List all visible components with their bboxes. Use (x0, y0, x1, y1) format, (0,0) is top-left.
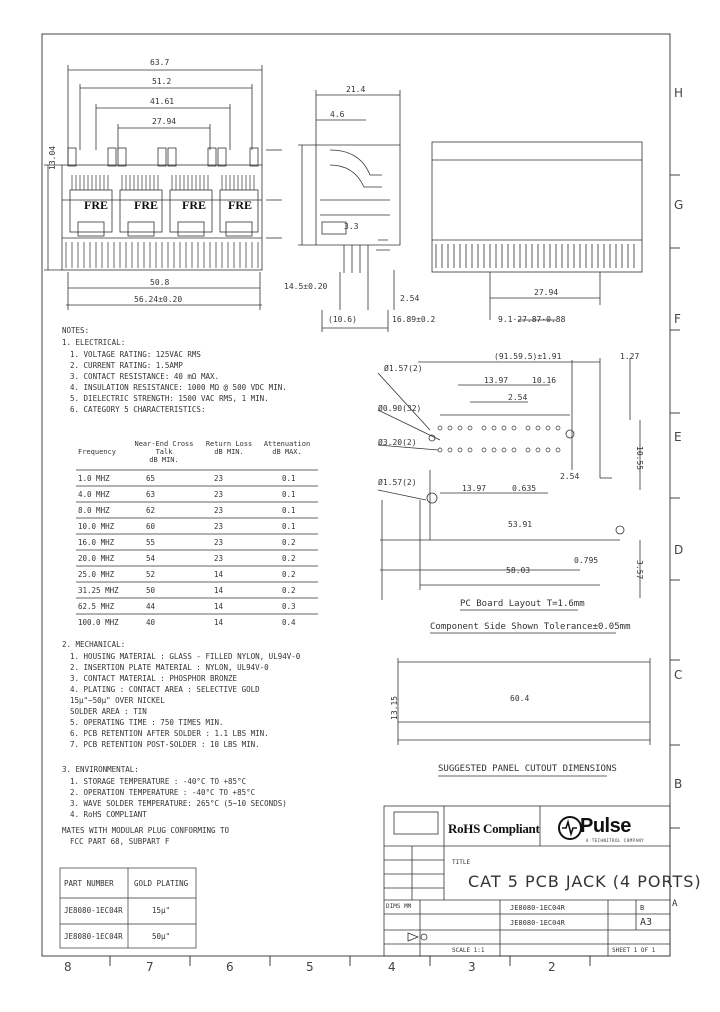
part-table-header: PART NUMBER (64, 879, 114, 888)
frequency-cell: 10.0 MHZ (78, 522, 115, 531)
cat5-value-cell: 0.1 (282, 490, 296, 499)
revision-letter: B (640, 904, 645, 912)
cat5-value-cell: 0.2 (282, 554, 296, 563)
pcb-dim: Ø3.20(2) (378, 438, 417, 447)
zone-letter: H (674, 86, 684, 100)
cat5-value-cell: 44 (146, 602, 156, 611)
drawing-title: CAT 5 PCB JACK (4 PORTS) (468, 872, 702, 891)
electrical-item: 5. DIELECTRIC STRENGTH: 1500 VAC RMS, 1 MIN. (70, 394, 269, 403)
notes-title: NOTES: (62, 326, 90, 335)
part-number-cell: JE8080-1EC04R (64, 932, 123, 941)
electrical-item: 6. CATEGORY 5 CHARACTERISTICS: (70, 405, 206, 414)
cat5-header: Return Loss dB MIN. (205, 440, 253, 456)
cat5-value-cell: 50 (146, 586, 156, 595)
plating-cell: 15μ" (152, 906, 171, 915)
mechanical-item: 7. PCB RETENTION POST-SOLDER : 10 LBS MIN. (70, 740, 260, 749)
cat5-header: Near-End Cross Talk dB MIN. (134, 440, 194, 464)
dim-side-inner: 4.6 (330, 110, 345, 119)
electrical-item: 3. CONTACT RESISTANCE: 40 mΩ MAX. (70, 372, 220, 381)
zone-letter: B (674, 777, 683, 791)
dim-bottom-view-width: 27.94 (534, 288, 559, 297)
zone-number: 3 (468, 960, 476, 974)
environmental-item: 4. RoHS COMPLIANT (70, 810, 147, 819)
dim-overall-width: 63.7 (150, 58, 170, 67)
pcb-dim: Ø1.57(2) (378, 478, 417, 487)
pcb-dim: 0.635 (512, 484, 537, 493)
frequency-cell: 62.5 MHZ (78, 602, 115, 611)
dim-hole-dia: 3.3 (344, 222, 359, 231)
mates-note: MATES WITH MODULAR PLUG CONFORMING TO (62, 826, 230, 835)
frequency-cell: 20.0 MHZ (78, 554, 115, 563)
cat5-value-cell: 14 (214, 618, 224, 627)
sheet-count: SHEET 1 OF 1 (612, 947, 656, 954)
dim-a: (10.6) (328, 315, 357, 324)
cat5-value-cell: 0.3 (282, 602, 296, 611)
pcb-dim: 53.91 (508, 520, 533, 529)
dim-offset: 2.54 (400, 294, 420, 303)
dim-width3: 41.61 (150, 97, 175, 106)
cat5-value-cell: 0.4 (282, 618, 296, 627)
brand-name: Pulse (580, 815, 631, 837)
title-label: TITLE (452, 859, 471, 866)
revision: A (672, 899, 678, 909)
cat5-value-cell: 0.2 (282, 586, 296, 595)
mechanical-title: 2. MECHANICAL: (62, 640, 126, 649)
pcb-caption: PC Board Layout T=1.6mm (460, 599, 585, 609)
mechanical-item: 3. CONTACT MATERIAL : PHOSPHOR BRONZE (70, 674, 238, 683)
part-number-cell: JE8080-1EC04R (64, 906, 123, 915)
cat5-value-cell: 0.1 (282, 522, 296, 531)
scale: SCALE 1:1 (452, 947, 485, 954)
pcb-caption: Component Side Shown Tolerance±0.05mm (430, 622, 631, 632)
zone-number: 4 (388, 960, 396, 974)
dim-b: 16.89±0.2 (392, 315, 436, 324)
pcb-dim: (91.59.5)±1.91 (494, 352, 562, 361)
pcb-dim: 2.54 (508, 393, 528, 402)
panel-caption: SUGGESTED PANEL CUTOUT DIMENSIONS (438, 764, 617, 774)
zone-number: 7 (146, 960, 154, 974)
pcb-dim: 1.27 (620, 352, 640, 361)
pcb-dim: 58.03 (506, 566, 531, 575)
port-label: FRE (182, 198, 206, 212)
cat5-value-cell: 55 (146, 538, 156, 547)
mechanical-item: 1. HOUSING MATERIAL : GLASS - FILLED NYLON, UL94V-0 (70, 652, 301, 661)
cat5-value-cell: 0.1 (282, 506, 296, 515)
electrical-item: 4. INSULATION RESISTANCE: 1000 MΩ @ 500 VDC MIN. (70, 383, 287, 392)
pcb-dim: 10.16 (532, 376, 557, 385)
cat5-value-cell: 62 (146, 506, 156, 515)
port-label: FRE (134, 198, 158, 212)
frequency-cell: 16.0 MHZ (78, 538, 115, 547)
cat5-value-cell: 40 (146, 618, 156, 627)
cat5-header: Attenuation dB MAX. (263, 440, 311, 456)
cat5-value-cell: 0.2 (282, 538, 296, 547)
cat5-value-cell: 14 (214, 570, 224, 579)
pcb-dim: 10.55 (635, 446, 644, 471)
cat5-value-cell: 23 (214, 554, 224, 563)
mechanical-item: 5. OPERATING TIME : 750 TIMES MIN. (70, 718, 224, 727)
frequency-cell: 31.25 MHZ (78, 586, 119, 595)
cat5-value-cell: 23 (214, 474, 224, 483)
cat5-value-cell: 65 (146, 474, 156, 483)
cat5-value-cell: 52 (146, 570, 156, 579)
environmental-item: 1. STORAGE TEMPERATURE : -40°C TO +85°C (70, 777, 247, 786)
dim-bottom-view-pitch: 9.1·27.87·0.88 (498, 315, 566, 324)
mechanical-item: 2. INSERTION PLATE MATERIAL : NYLON, UL94V-0 (70, 663, 269, 672)
pcb-dim: Ø1.57(2) (384, 364, 423, 373)
part-number: JE8080-1EC04R (510, 904, 565, 912)
brand-tag: A TECHNITROL COMPANY (586, 838, 645, 843)
part-number: JE8080-1EC04R (510, 919, 565, 927)
cat5-value-cell: 14 (214, 602, 224, 611)
panel-height: 13.15 (390, 695, 399, 720)
environmental-item: 3. WAVE SOLDER TEMPERATURE: 265°C (5~10 SECONDS) (70, 799, 287, 808)
mechanical-item: 4. PLATING : CONTACT AREA : SELECTIVE GOLD (70, 685, 260, 694)
pcb-dim: 0.795 (574, 556, 599, 565)
electrical-item: 1. VOLTAGE RATING: 125VAC RMS (70, 350, 201, 359)
pcb-dim: Ø0.90(32) (378, 404, 422, 413)
pcb-dim: 13.97 (462, 484, 487, 493)
pulse-logo-icon (559, 817, 581, 839)
zone-letter: D (674, 543, 684, 557)
pcb-dim: 3.57 (635, 560, 644, 580)
dim-side-top: 21.4 (346, 85, 366, 94)
zone-number: 2 (548, 960, 556, 974)
frequency-cell: 100.0 MHZ (78, 618, 119, 627)
units: DIMS MM (386, 903, 412, 910)
dim-c: 14.5±0.20 (284, 282, 328, 291)
side-view (298, 90, 400, 332)
cat5-value-cell: 23 (214, 506, 224, 515)
plating-cell: 50μ" (152, 932, 171, 941)
part-table-header: GOLD PLATING (134, 879, 189, 888)
pcb-dim: 2.54 (560, 472, 580, 481)
mechanical-item: 15μ"~50μ" OVER NICKEL (70, 696, 165, 705)
dim-width4: 27.94 (152, 117, 177, 126)
zone-number: 5 (306, 960, 314, 974)
frequency-cell: 25.0 MHZ (78, 570, 115, 579)
electrical-item: 2. CURRENT RATING: 1.5AMP (70, 361, 183, 370)
zone-letter: F (674, 312, 681, 326)
electrical-title: 1. ELECTRICAL: (62, 338, 126, 347)
cat5-value-cell: 0.1 (282, 474, 296, 483)
environmental-item: 2. OPERATION TEMPERATURE : -40°C TO +85°C (70, 788, 256, 797)
zone-letter: C (674, 668, 683, 682)
mechanical-item: SOLDER AREA : TIN (70, 707, 147, 716)
cat5-value-cell: 23 (214, 522, 224, 531)
port-label: FRE (84, 198, 108, 212)
cat5-value-cell: 54 (146, 554, 156, 563)
cat5-value-cell: 23 (214, 538, 224, 547)
mates-note: FCC PART 68, SUBPART F (70, 837, 170, 846)
zone-letter: E (674, 430, 682, 444)
dim-bottom-width: 50.8 (150, 278, 170, 287)
cat5-value-cell: 23 (214, 490, 224, 499)
cat5-value-cell: 0.2 (282, 570, 296, 579)
zone-number: 6 (226, 960, 234, 974)
dim-bottom-width2: 56.24±0.20 (134, 295, 183, 304)
dim-width2: 51.2 (152, 77, 172, 86)
environmental-title: 3. ENVIRONMENTAL: (62, 765, 139, 774)
mechanical-item: 6. PCB RETENTION AFTER SOLDER : 1.1 LBS MIN. (70, 729, 269, 738)
panel-width: 60.4 (510, 694, 530, 703)
dim-height: 13.04 (48, 145, 57, 170)
rohs-label: RoHS Compliant (448, 821, 540, 836)
cat5-value-cell: 63 (146, 490, 156, 499)
cat5-value-cell: 14 (214, 586, 224, 595)
frequency-cell: 1.0 MHZ (78, 474, 110, 483)
zone-letter: G (674, 198, 684, 212)
pcb-dim: 13.97 (484, 376, 509, 385)
zone-number: 8 (64, 960, 72, 974)
cat5-value-cell: 60 (146, 522, 156, 531)
frequency-cell: 8.0 MHZ (78, 506, 110, 515)
port-label: FRE (228, 198, 252, 212)
cat5-header: Frequency (78, 448, 116, 456)
frequency-cell: 4.0 MHZ (78, 490, 110, 499)
sheet-size: A3 (640, 917, 653, 928)
